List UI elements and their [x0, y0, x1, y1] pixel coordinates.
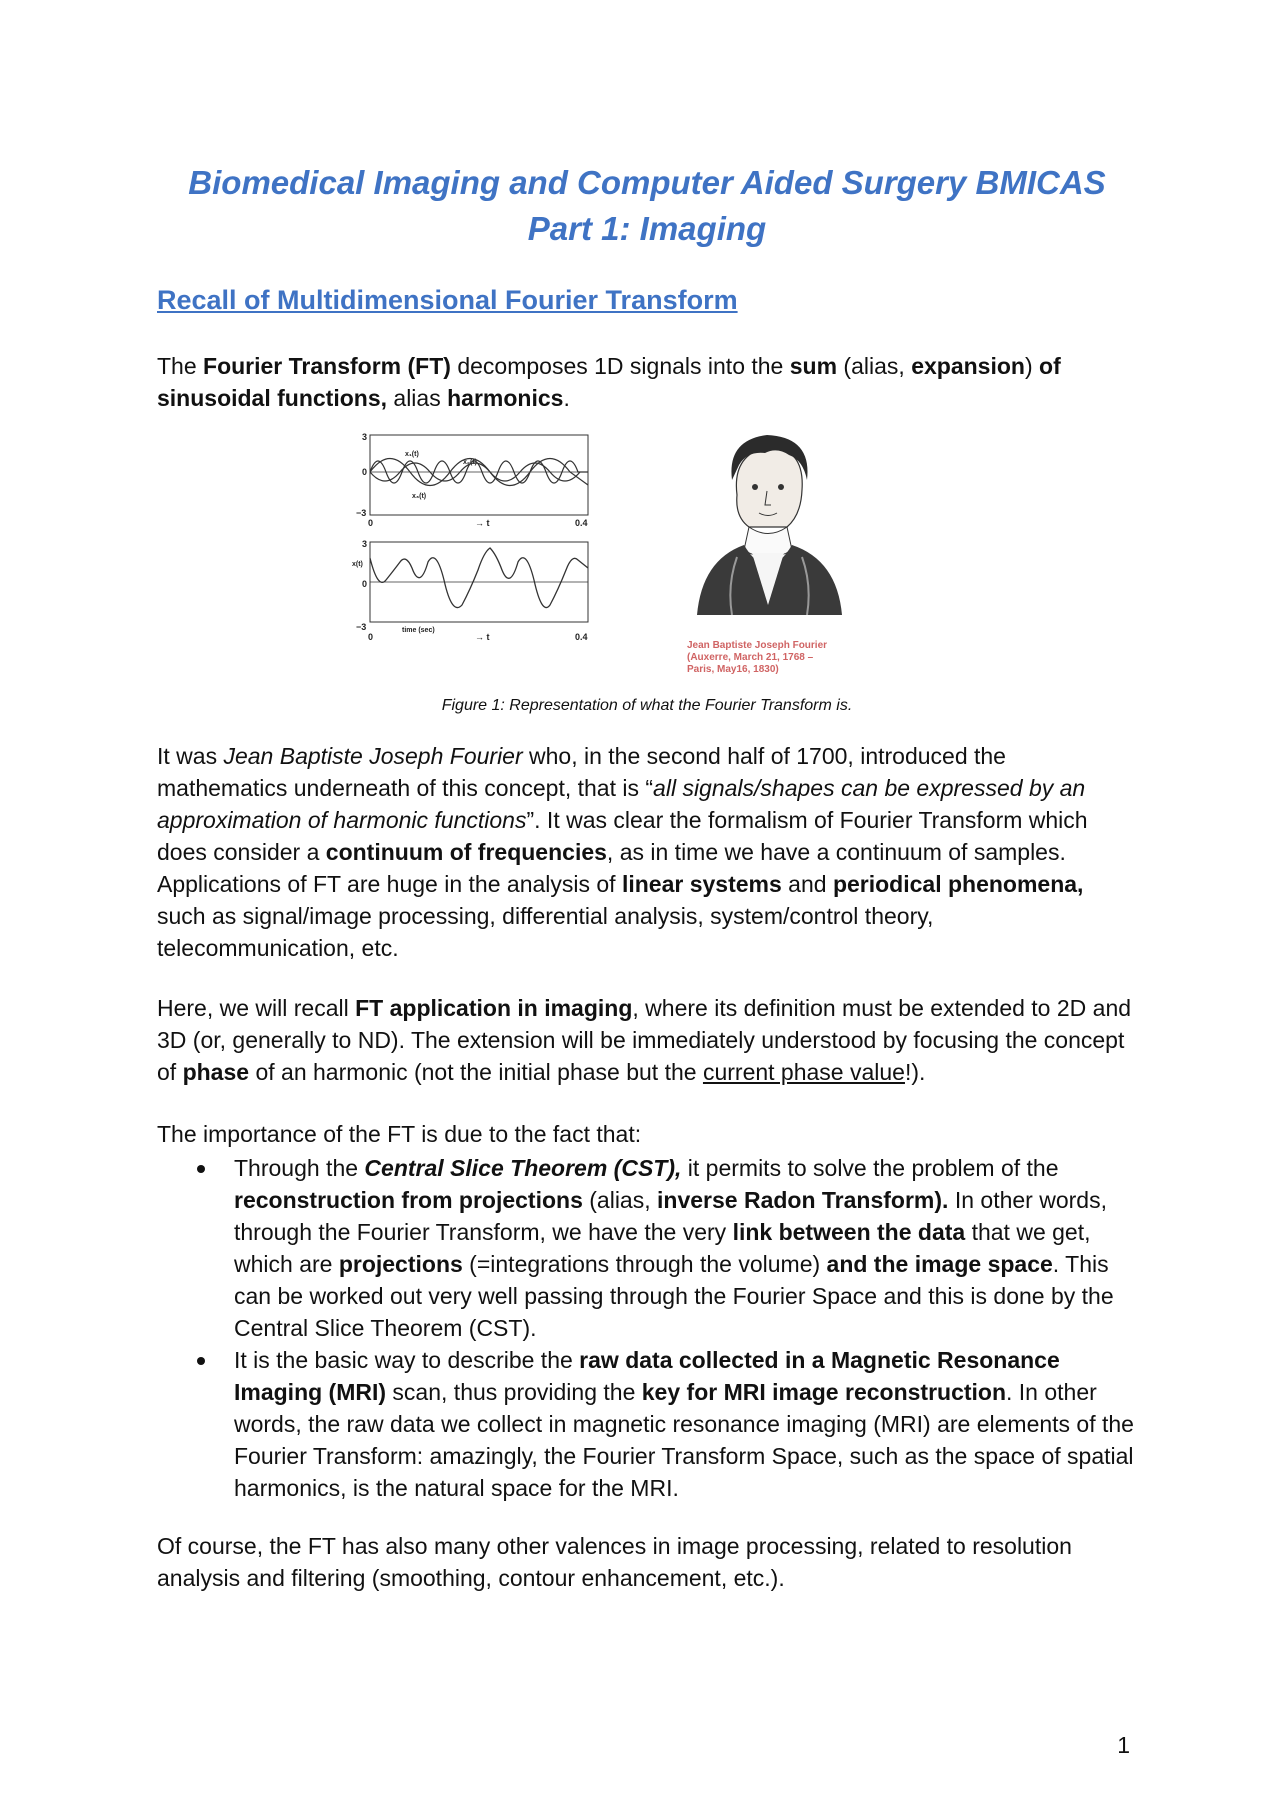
fourier-portrait [677, 425, 857, 615]
document-page [157, 160, 1137, 1591]
bottom-ytick-3: 3 [362, 539, 368, 549]
history-paragraph: It was Jean Baptiste Joseph Fourier who, in the second half of 1700, introduced the mathematics underneath of this concept, that is “all signals/shapes can be expressed by an approximation of harmonic functions”. It was clear the formalism of Fourier Transform which does consider a continuum of frequencies, as in time we have a continuum of samples. Applications of FT are huge in the analysis of linear systems and periodical phenomena, such as signal/image processing, differential analysis, system/control theory, telecommunication, etc. [157, 743, 1088, 961]
list-item: Through the Central Slice Theorem (CST), it permits to solve the problem of the reconstruction from projections (alias, inverse Radon Transform). In other words, through the Fourier Transform, we have the very link between the data that we get, which are projections (=integrations through the volume) and the image space. This can be worked out very well passing through the Fourier Space and this is done by the Central Slice Theorem (CST). [157, 1152, 1137, 1344]
label-x3: x₃(t) [412, 493, 427, 500]
label-x1: x₁(t) [405, 451, 419, 458]
top-ytick-3: 3 [362, 432, 368, 442]
importance-paragraph: The importance of the FT is due to the fact that: [157, 1121, 642, 1147]
portrait-caption-line-1: Jean Baptiste Joseph Fourier [687, 640, 828, 651]
portrait-caption [687, 640, 857, 676]
bottom-xlabel: time (sec) [402, 627, 435, 634]
portrait-caption-line-3: Paris, May16, 1830) [687, 664, 779, 675]
bottom-x-arrow: → t [475, 632, 490, 642]
intro-paragraph: The Fourier Transform (FT) decomposes 1D signals into the sum (alias, expansion) of sinusoidal functions, alias harmonics. [157, 353, 1061, 411]
closing-paragraph: Of course, the FT has also many other valences in image processing, related to resolution analysis and filtering (smoothing, contour enhancement, etc.). [157, 1533, 1072, 1591]
top-x-arrow: → t [475, 518, 490, 528]
top-xtick-start: 0 [368, 518, 374, 528]
bottom-xtick-end: 0.4 [575, 632, 588, 642]
importance-list [157, 1152, 1137, 1504]
figure-caption: Figure 1: Representation of what the Fourier Transform is. [441, 697, 853, 714]
top-ytick-0: 0 [362, 467, 368, 477]
page-number: 1 [1117, 1732, 1130, 1758]
section-heading: Recall of Multidimensional Fourier Transform [157, 285, 738, 315]
imaging-paragraph: Here, we will recall FT application in imaging, where its definition must be extended to 2D and 3D (or, generally to ND). The extension will be immediately understood by focusing the concept of phase of an harmonic (not the initial phase but the current phase value!). [157, 995, 1132, 1085]
title-line-1: Biomedical Imaging and Computer Aided Surgery BMICAS [188, 164, 1106, 201]
list-item: It is the basic way to describe the raw data collected in a Magnetic Resonance Imaging (MRI) scan, thus providing the key for MRI image reconstruction. In other words, the raw data we collect in magnetic resonance imaging (MRI) are elements of the Fourier Transform: amazingly, the Fourier Transform Space, such as the space of spatial harmonics, is the natural space for the MRI. [157, 1344, 1137, 1504]
bottom-xtick-start: 0 [368, 632, 374, 642]
top-xtick-end: 0.4 [575, 518, 588, 528]
portrait-caption-line-2: (Auxerre, March 21, 1768 – [687, 652, 814, 663]
label-x2: x₂(t) [463, 459, 477, 466]
document-title [157, 160, 1137, 252]
top-plot-frame [370, 435, 588, 515]
bottom-ytick-0: 0 [362, 579, 368, 589]
bottom-ylabel: x(t) [352, 561, 363, 568]
title-line-2: Part 1: Imaging [527, 210, 767, 247]
bullet-dot [197, 1357, 205, 1365]
sum-signal [370, 548, 588, 608]
bottom-ytick-m3: −3 [356, 622, 367, 632]
bullet-dot [197, 1165, 205, 1173]
top-ytick-m3: −3 [356, 508, 367, 518]
